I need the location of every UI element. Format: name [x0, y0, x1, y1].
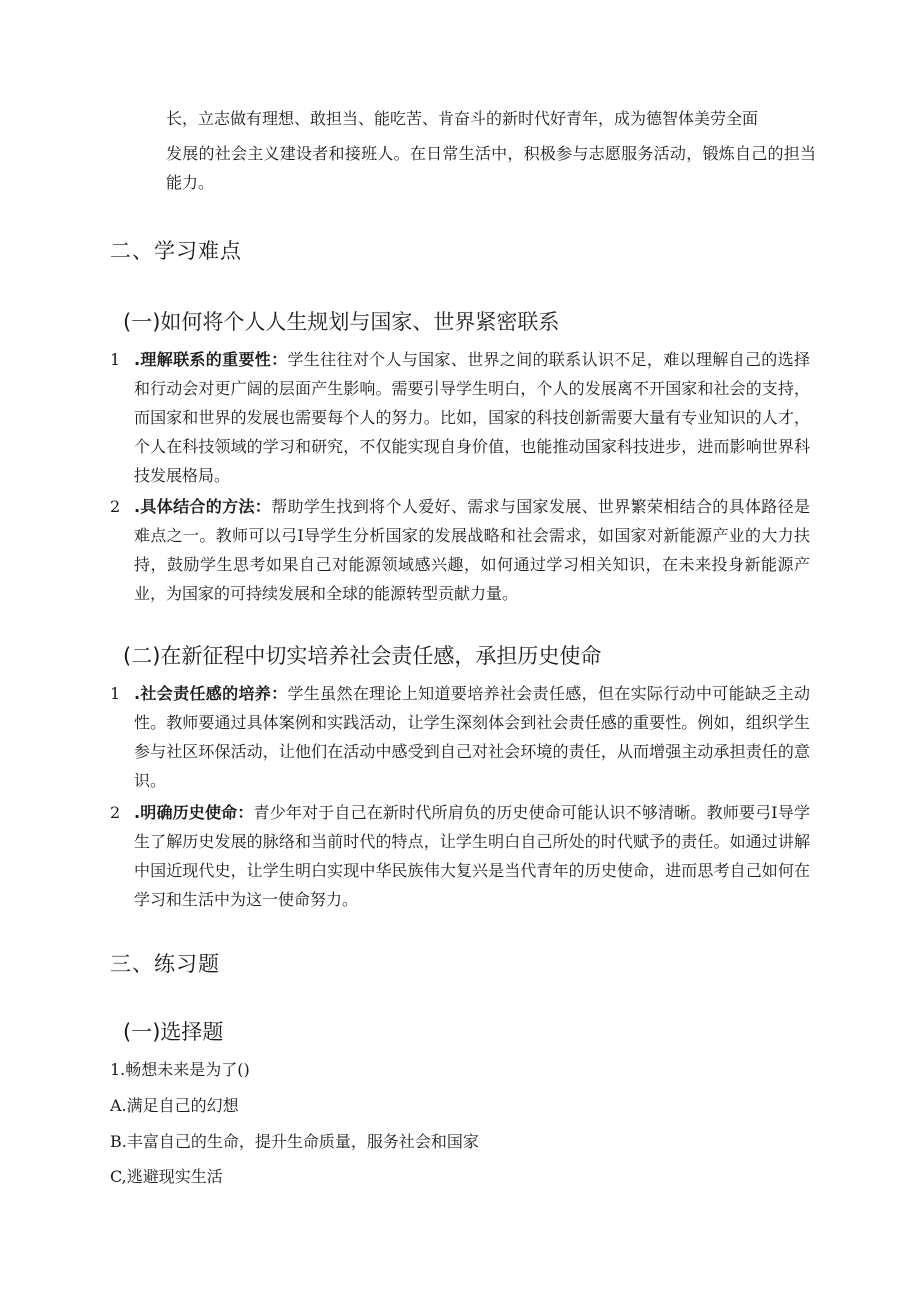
item-lead: .理解联系的重要性：: [134, 350, 288, 369]
item-lead: .明确历史使命：: [134, 803, 254, 822]
list-item: [110, 679, 810, 795]
item-number: 2: [110, 497, 121, 516]
subsection-heading-choice: (一)选择题: [123, 1020, 224, 1044]
item-text: 学生虽然在理论上知道要培养社会责任感，但在实际行动中可能缺乏主动性。教师要通过具体案例和实践活动，让学生深刻体会到社会责任感的重要性。例如，组织学生参与社区环保活动，让他们在活动中感受到自己对社会环境的责任，从而增强主动承担责任的意识。: [134, 684, 810, 790]
item-lead: .社会责任感的培养：: [134, 684, 288, 703]
option-c: C,逃避现实生活: [110, 1167, 223, 1186]
list-item: [110, 345, 810, 490]
option-a: A.满足自己的幻想: [110, 1096, 239, 1115]
item-text: 帮助学生找到将个人爱好、需求与国家发展、世界繁荣相结合的具体路径是难点之一。教师可以弓I导学生分析国家的发展战略和社会需求，如国家对新能源产业的大力扶持，鼓励学生思考如果自己对能源领域感兴趣，如何通过学习相关知识，在未来投身新能源产业，为国家的可持续发展和全球的能源转型贡献力量。: [134, 497, 810, 603]
subsection-heading-responsibility: (二)在新征程中切实培养社会责任感，承担历史使命: [123, 644, 602, 668]
intro-paragraph: [166, 104, 816, 197]
list-item: [110, 492, 810, 608]
item-number: 1: [110, 350, 121, 369]
intro-line-2: 发展的社会主义建设者和接班人。在日常生活中，积极参与志愿服务活动，锻炼自己的担当能力。: [166, 144, 816, 192]
question-1: 1.畅想未来是为了(): [110, 1060, 250, 1079]
intro-line-1: 长，立志做有理想、敢担当、能吃苦、肯奋斗的新时代好青年，成为德智体美劳全面: [166, 109, 759, 128]
item-content: [134, 798, 810, 914]
item-content: [134, 679, 810, 795]
item-content: [134, 345, 810, 490]
item-text: 学生往往对个人与国家、世界之间的联系认识不足，难以理解自己的选择和行动会对更广阔的层面产生影响。需要引导学生明白，个人的发展离不开国家和社会的支持，而国家和世界的发展也需要每个人的努力。比如，国家的科技创新需要大量有专业知识的人才，个人在科技领域的学习和研究，不仅能实现自身价值，也能推动国家科技进步，进而影响世界科技发展格局。: [134, 350, 810, 485]
subsection-heading-connection: (一)如何将个人人生规划与国家、世界紧密联系: [123, 310, 560, 334]
section-heading-exercises: 三、练习题: [110, 952, 220, 976]
item-content: [134, 492, 810, 608]
item-text: 青少年对于自己在新时代所肩负的历史使命可能认识不够清晰。教师要弓I导学生了解历史发展的脉络和当前时代的特点，让学生明白自己所处的时代赋予的责任。如通过讲解中国近现代史，让学生明白实现中华民族伟大复兴是当代青年的历史使命，进而思考自己如何在学习和生活中为这一使命努力。: [134, 803, 810, 909]
option-b: B.丰富自己的生命，提升生命质量，服务社会和国家: [110, 1132, 479, 1151]
section-heading-difficulties: 二、学习难点: [110, 239, 242, 263]
item-number: 2: [110, 803, 121, 822]
list-item: [110, 798, 810, 914]
item-lead: .具体结合的方法：: [134, 497, 272, 516]
item-number: 1: [110, 684, 121, 703]
